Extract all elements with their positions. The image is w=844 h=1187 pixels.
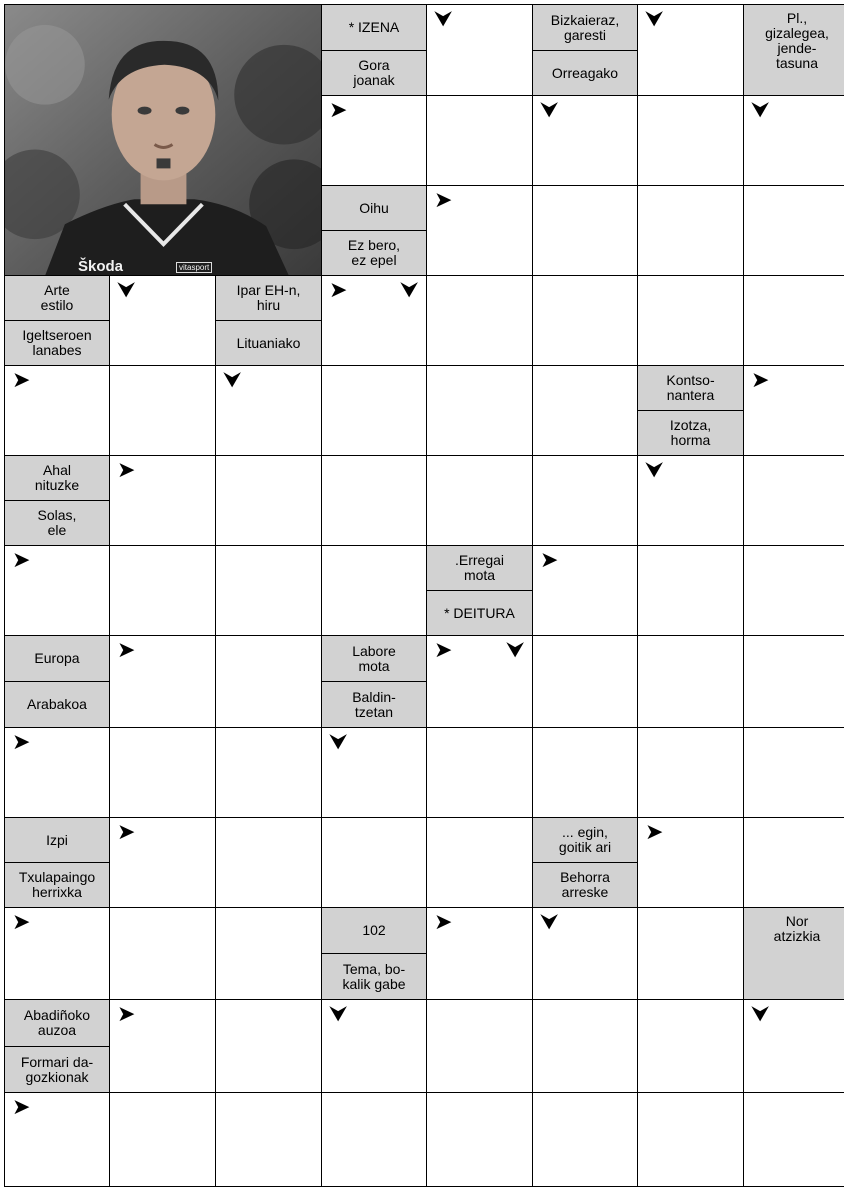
arrow-down-icon: ⮟ <box>400 277 419 302</box>
answer-cell[interactable] <box>426 907 533 1000</box>
answer-cell[interactable] <box>637 727 744 818</box>
clue-lituaniako: Lituaniako <box>215 320 322 366</box>
sponsor-badge: vitasport <box>176 262 212 273</box>
answer-cell[interactable] <box>215 727 322 818</box>
answer-cell[interactable] <box>321 365 427 456</box>
answer-cell[interactable] <box>215 455 322 546</box>
clue-egin-goitik-ari: ... egin, goitik ari <box>532 817 638 863</box>
answer-cell[interactable] <box>743 727 844 818</box>
answer-cell[interactable] <box>215 545 322 636</box>
arrow-down-icon: ⮟ <box>645 6 664 31</box>
clue-gora-joanak: Gora joanak <box>321 50 427 96</box>
answer-cell[interactable] <box>215 635 322 728</box>
clue-europa: Europa <box>4 635 110 682</box>
clue-oihu: Oihu <box>321 185 427 231</box>
answer-cell[interactable] <box>321 275 427 366</box>
answer-cell[interactable] <box>637 635 744 728</box>
arrow-right-icon: ➤ <box>434 187 453 212</box>
clue-bizkaieraz-garesti: Bizkaieraz, garesti <box>532 4 638 51</box>
answer-cell[interactable] <box>215 1092 322 1187</box>
answer-cell[interactable] <box>637 817 744 908</box>
arrow-down-icon: ⮟ <box>540 97 559 122</box>
arrow-right-icon: ➤ <box>117 457 136 482</box>
answer-cell[interactable] <box>215 365 322 456</box>
answer-cell[interactable] <box>109 999 216 1093</box>
answer-cell[interactable] <box>743 185 844 276</box>
arrow-down-icon: ⮟ <box>329 729 348 754</box>
answer-cell[interactable] <box>4 365 110 456</box>
answer-cell[interactable] <box>637 907 744 1000</box>
answer-cell[interactable] <box>743 95 844 186</box>
answer-cell[interactable] <box>4 545 110 636</box>
answer-cell[interactable] <box>532 635 638 728</box>
answer-cell[interactable] <box>215 999 322 1093</box>
answer-cell[interactable] <box>532 727 638 818</box>
answer-cell[interactable] <box>215 817 322 908</box>
clue-tema-bokalik-gabe: Tema, bo- kalik gabe <box>321 953 427 1000</box>
clue-izena: * IZENA <box>321 4 427 51</box>
arrow-down-icon: ⮟ <box>645 457 664 482</box>
clue-n-102: 102 <box>321 907 427 954</box>
answer-cell[interactable] <box>215 907 322 1000</box>
arrow-down-icon: ⮟ <box>117 277 136 302</box>
clue-erregai-mota: .Erregai mota <box>426 545 533 591</box>
answer-cell[interactable] <box>426 727 533 818</box>
clue-igeltseroen-lanabes: Igeltseroen lanabes <box>4 320 110 366</box>
answer-cell[interactable] <box>321 1092 427 1187</box>
answer-cell[interactable] <box>321 817 427 908</box>
answer-cell[interactable] <box>532 455 638 546</box>
clue-formari-dagozkionak: Formari da- gozkionak <box>4 1046 110 1093</box>
arrow-right-icon: ➤ <box>540 547 559 572</box>
arrow-right-icon: ➤ <box>12 729 31 754</box>
answer-cell[interactable] <box>743 545 844 636</box>
arrow-right-icon: ➤ <box>434 909 453 934</box>
answer-cell[interactable] <box>109 727 216 818</box>
answer-cell[interactable] <box>743 455 844 546</box>
arrow-down-icon: ⮟ <box>506 637 525 662</box>
answer-cell[interactable] <box>532 185 638 276</box>
clue-kontsonantera: Kontso- nantera <box>637 365 744 411</box>
answer-cell[interactable] <box>321 999 427 1093</box>
clue-arabakoa: Arabakoa <box>4 681 110 728</box>
answer-cell[interactable] <box>743 275 844 366</box>
answer-cell[interactable] <box>637 545 744 636</box>
answer-cell[interactable] <box>321 95 427 186</box>
clue-izpi: Izpi <box>4 817 110 863</box>
answer-cell[interactable] <box>637 185 744 276</box>
answer-cell[interactable] <box>637 1092 744 1187</box>
arrow-right-icon: ➤ <box>12 1094 31 1119</box>
answer-cell[interactable] <box>532 999 638 1093</box>
clue-nor-atzizkia: Nor atzizkia <box>743 907 844 1000</box>
arrow-down-icon: ⮟ <box>329 1001 348 1026</box>
answer-cell[interactable] <box>4 1092 110 1187</box>
answer-cell[interactable] <box>321 727 427 818</box>
arrow-down-icon: ⮟ <box>540 909 559 934</box>
arrow-right-icon: ➤ <box>434 637 453 662</box>
arrow-right-icon: ➤ <box>12 547 31 572</box>
answer-cell[interactable] <box>743 635 844 728</box>
clue-txulapaingo-herrixka: Txulapaingo herrixka <box>4 862 110 908</box>
answer-cell[interactable] <box>109 455 216 546</box>
answer-cell[interactable] <box>426 4 533 96</box>
answer-cell[interactable] <box>637 275 744 366</box>
clue-arte-estilo: Arte estilo <box>4 275 110 321</box>
answer-cell[interactable] <box>637 4 744 96</box>
arrow-right-icon: ➤ <box>645 819 664 844</box>
arrow-right-icon: ➤ <box>751 367 770 392</box>
answer-cell[interactable] <box>426 365 533 456</box>
clue-izotza-horma: Izotza, horma <box>637 410 744 456</box>
answer-cell[interactable] <box>426 95 533 186</box>
clue-solas-ele: Solas, ele <box>4 500 110 546</box>
answer-cell[interactable] <box>637 455 744 546</box>
answer-cell[interactable] <box>637 95 744 186</box>
answer-cell[interactable] <box>109 635 216 728</box>
arrow-down-icon: ⮟ <box>223 367 242 392</box>
arrow-right-icon: ➤ <box>329 277 348 302</box>
answer-cell[interactable] <box>109 817 216 908</box>
clue-abadinoko-auzoa: Abadiñoko auzoa <box>4 999 110 1047</box>
answer-cell[interactable] <box>109 275 216 366</box>
answer-cell[interactable] <box>743 999 844 1093</box>
arrow-right-icon: ➤ <box>117 637 136 662</box>
portrait-photo <box>4 4 322 276</box>
answer-cell[interactable] <box>532 1092 638 1187</box>
answer-cell[interactable] <box>532 365 638 456</box>
arrow-down-icon: ⮟ <box>751 1001 770 1026</box>
answer-cell[interactable] <box>109 1092 216 1187</box>
arrow-right-icon: ➤ <box>12 367 31 392</box>
arrow-right-icon: ➤ <box>12 909 31 934</box>
crossword-grid <box>4 4 844 1186</box>
answer-cell[interactable] <box>4 727 110 818</box>
answer-cell[interactable] <box>426 999 533 1093</box>
answer-cell[interactable] <box>321 455 427 546</box>
clue-baldintzetan: Baldin- tzetan <box>321 681 427 728</box>
answer-cell[interactable] <box>743 365 844 456</box>
answer-cell[interactable] <box>426 275 533 366</box>
arrow-down-icon: ⮟ <box>434 6 453 31</box>
clue-pl-gizalegea: Pl., gizalegea, jende- tasuna <box>743 4 844 96</box>
answer-cell[interactable] <box>426 455 533 546</box>
clue-behorra-arreske: Behorra arreske <box>532 862 638 908</box>
answer-cell[interactable] <box>532 95 638 186</box>
answer-cell[interactable] <box>743 1092 844 1187</box>
arrow-down-icon: ⮟ <box>751 97 770 122</box>
answer-cell[interactable] <box>532 275 638 366</box>
clue-labore-mota: Labore mota <box>321 635 427 682</box>
answer-cell[interactable] <box>637 999 744 1093</box>
answer-cell[interactable] <box>426 185 533 276</box>
answer-cell[interactable] <box>532 545 638 636</box>
answer-cell[interactable] <box>743 817 844 908</box>
clue-ipar-eh-n-hiru: Ipar EH-n, hiru <box>215 275 322 321</box>
clue-ez-bero-ez-epel: Ez bero, ez epel <box>321 230 427 276</box>
clue-orreagako: Orreagako <box>532 50 638 96</box>
answer-cell[interactable] <box>426 635 533 728</box>
arrow-right-icon: ➤ <box>117 1001 136 1026</box>
answer-cell[interactable] <box>426 1092 533 1187</box>
answer-cell[interactable] <box>109 907 216 1000</box>
arrow-right-icon: ➤ <box>329 97 348 122</box>
answer-cell[interactable] <box>4 907 110 1000</box>
arrow-right-icon: ➤ <box>117 819 136 844</box>
jersey-text: Škoda <box>78 258 124 275</box>
answer-cell[interactable] <box>109 365 216 456</box>
answer-cell[interactable] <box>532 907 638 1000</box>
answer-cell[interactable] <box>426 817 533 908</box>
clue-deitura: * DEITURA <box>426 590 533 636</box>
clue-ahal-nituzke: Ahal nituzke <box>4 455 110 501</box>
answer-cell[interactable] <box>109 545 216 636</box>
answer-cell[interactable] <box>321 545 427 636</box>
